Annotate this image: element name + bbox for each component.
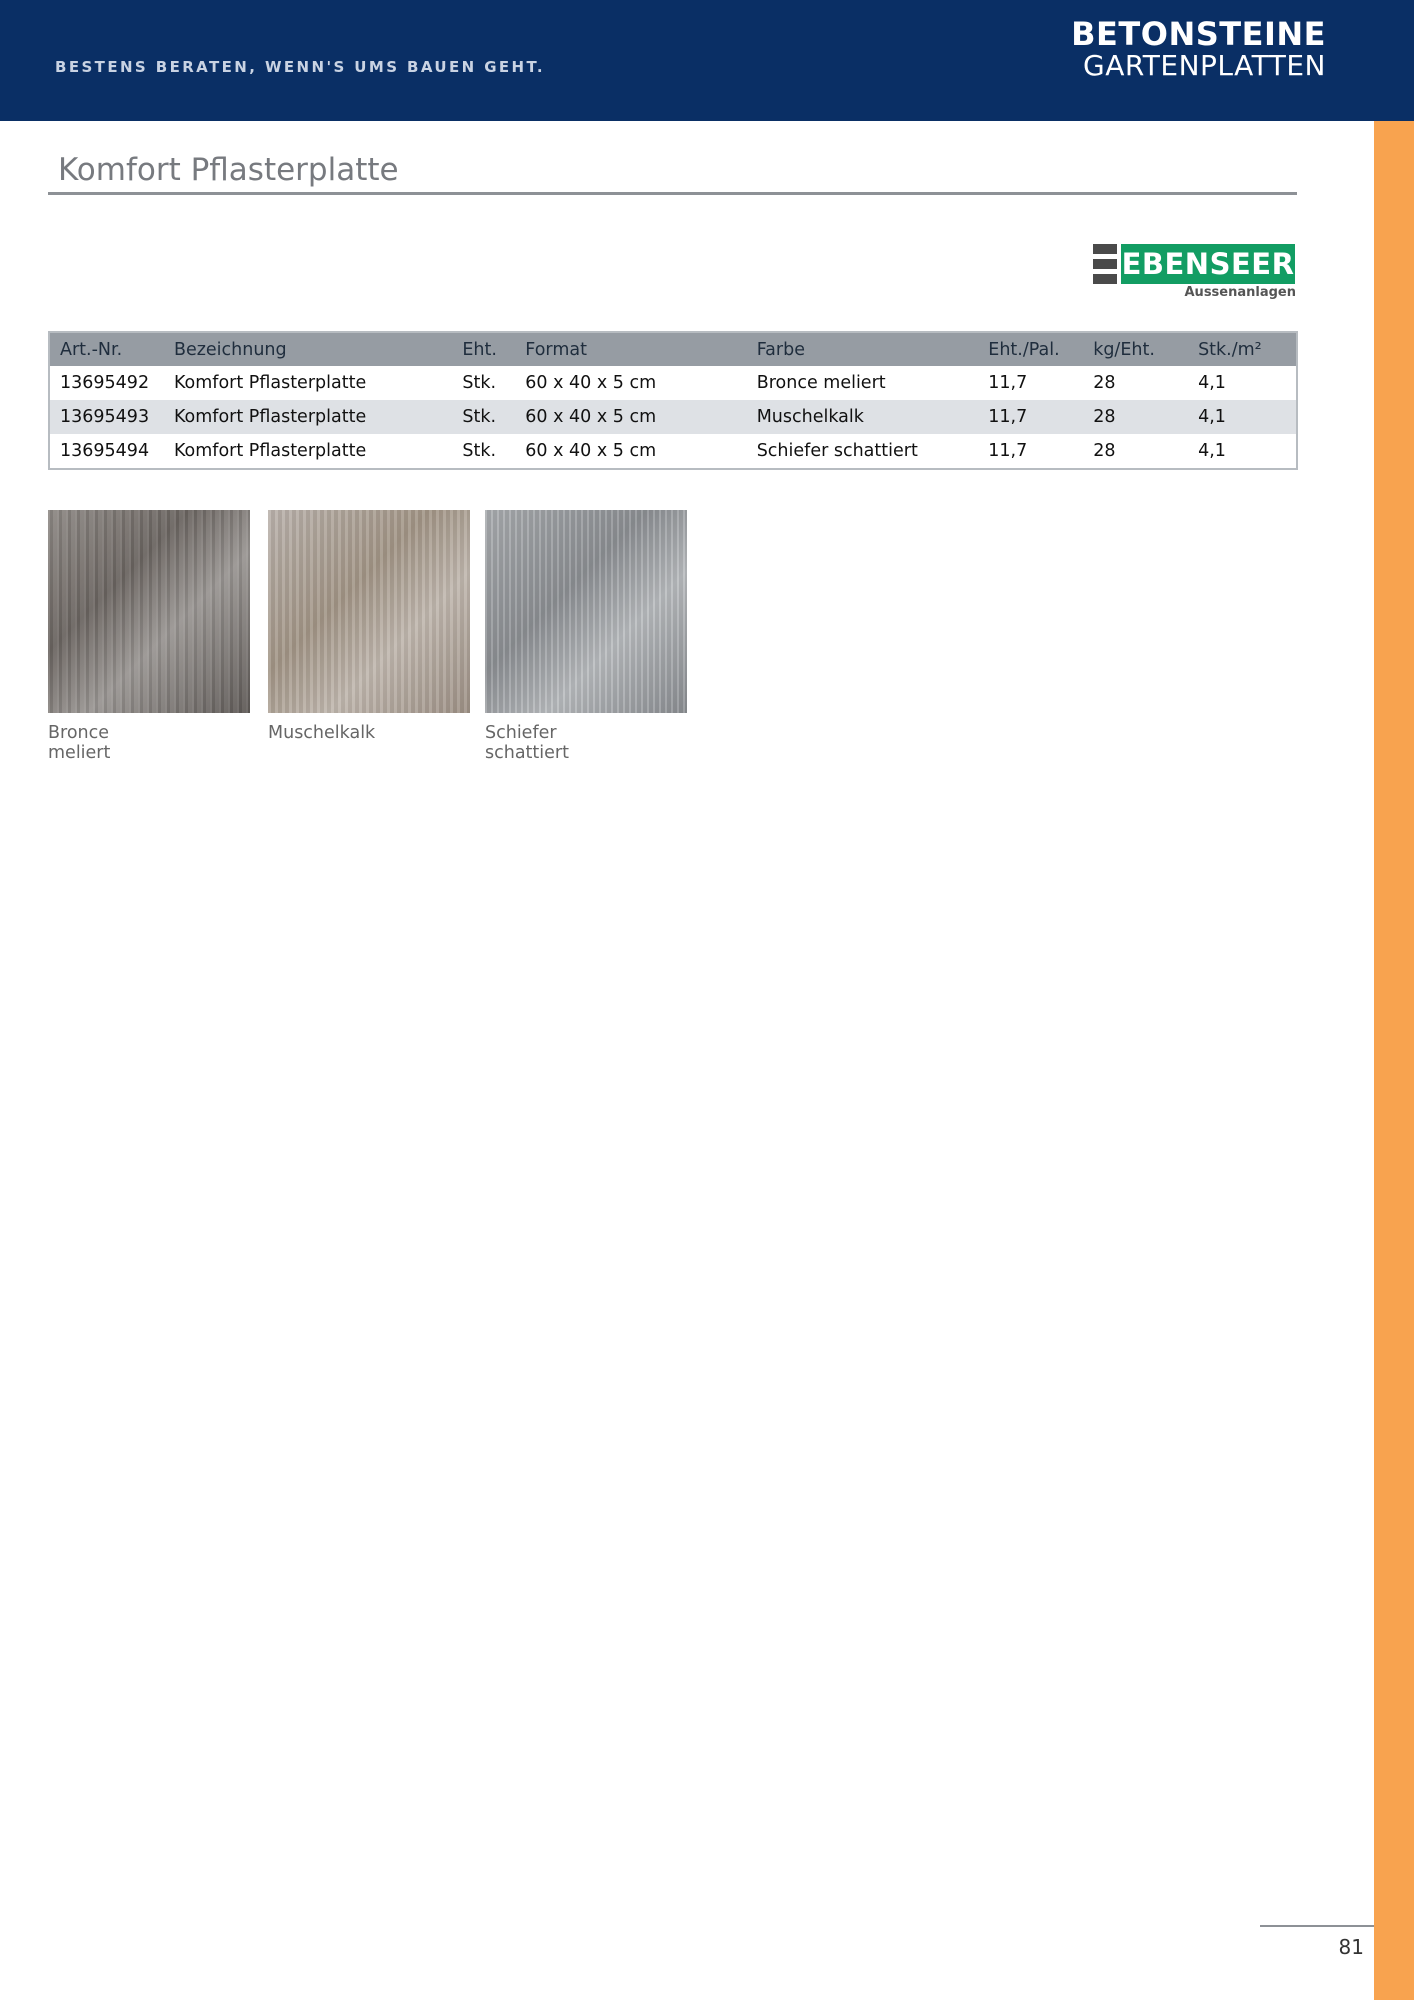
column-header-bezeichnung: Bezeichnung	[164, 332, 452, 366]
logo-wordmark: EBENSEER	[1121, 244, 1295, 284]
title-divider	[48, 192, 1297, 195]
column-header-eht: Eht.	[452, 332, 515, 366]
cell-eht: Stk.	[462, 441, 497, 461]
cell-stk-m2: 4,1	[1188, 400, 1297, 434]
table-row	[49, 400, 1297, 434]
column-header-stk-m2: Stk./m²	[1188, 332, 1297, 366]
cell-kg-eht: 28	[1093, 373, 1116, 393]
cell-format: 60 x 40 x 5 cm	[525, 373, 657, 393]
header-tagline: BESTENS BERATEN, WENN'S UMS BAUEN GEHT.	[55, 58, 545, 76]
swatch-image-schiefer-schattiert	[485, 510, 687, 713]
cell-eht-pal: 11,7	[988, 441, 1028, 461]
category-heading	[1071, 15, 1326, 82]
column-header-eht-pal: Eht./Pal.	[978, 332, 1083, 366]
footer-divider	[1260, 1925, 1374, 1927]
cell-art-nr: 13695493	[49, 400, 164, 434]
cell-art-nr: 13695492	[60, 373, 150, 393]
cell-farbe: Schiefer schattiert	[756, 441, 918, 461]
swatch-label: Bronce meliert	[48, 723, 111, 763]
cell-bezeichnung: Komfort Pflasterplatte	[164, 400, 452, 434]
accent-side-bar	[1374, 121, 1414, 2000]
logo-stripes-icon	[1093, 244, 1117, 284]
table-header-row	[49, 332, 1297, 366]
column-header-art-nr: Art.-Nr.	[49, 332, 164, 366]
cell-farbe: Bronce meliert	[756, 373, 886, 393]
table-row	[49, 366, 1297, 400]
table-row	[49, 434, 1297, 469]
swatch-label: Muschelkalk	[268, 723, 376, 743]
column-header-format: Format	[515, 332, 746, 366]
cell-eht-pal: 11,7	[978, 400, 1083, 434]
cell-format: 60 x 40 x 5 cm	[515, 400, 746, 434]
cell-eht: Stk.	[462, 373, 497, 393]
cell-bezeichnung: Komfort Pflasterplatte	[173, 373, 367, 393]
logo-subtitle: Aussenanlagen	[1184, 285, 1296, 300]
page-number: 81	[1338, 1935, 1364, 1959]
cell-eht: Stk.	[452, 400, 515, 434]
cell-stk-m2: 4,1	[1198, 441, 1226, 461]
swatch-image-bronce-meliert	[48, 510, 250, 713]
cell-stk-m2: 4,1	[1198, 373, 1226, 393]
page-header	[0, 0, 1414, 121]
cell-art-nr: 13695494	[60, 441, 150, 461]
cell-kg-eht: 28	[1093, 441, 1116, 461]
swatch-image-muschelkalk	[268, 510, 470, 713]
cell-format: 60 x 40 x 5 cm	[525, 441, 657, 461]
page-title: Komfort Pflasterplatte	[58, 152, 399, 188]
cell-farbe: Muschelkalk	[747, 400, 979, 434]
swatch-label: Schiefer schattiert	[485, 723, 569, 763]
cell-eht-pal: 11,7	[988, 373, 1028, 393]
column-header-farbe: Farbe	[747, 332, 979, 366]
subcategory-title: GARTENPLATTEN	[1083, 49, 1326, 82]
cell-kg-eht: 28	[1083, 400, 1188, 434]
product-table	[48, 331, 1298, 470]
column-header-kg-eht: kg/Eht.	[1083, 332, 1188, 366]
category-title: BETONSTEINE	[1071, 15, 1326, 53]
cell-bezeichnung: Komfort Pflasterplatte	[173, 441, 367, 461]
brand-logo	[1092, 242, 1296, 302]
